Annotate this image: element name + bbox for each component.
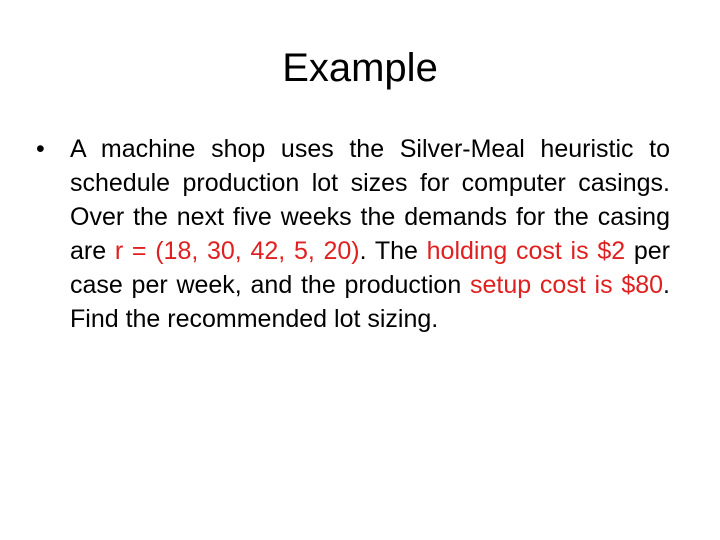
slide-body [36, 132, 670, 336]
holding-cost-highlight: holding cost is $2 [426, 237, 626, 265]
slide-title: Example [282, 46, 438, 90]
bullet-item [36, 132, 670, 336]
bullet-icon: • [36, 135, 45, 163]
setup-cost-highlight: setup cost is $80 [470, 271, 664, 299]
bullet-text-part: . The [359, 237, 427, 265]
bullet-text-part: A machine shop uses the Silver-Meal heuristic to schedule production lot sizes for computer casings. Over the next five weeks the demands for the casing are [70, 135, 670, 265]
bullet-text-part: . Find the recommended lot sizing. [70, 271, 670, 333]
bullet-text-part: per case per week, and the production [70, 237, 670, 299]
demand-vector-highlight: r = (18, 30, 42, 5, 20) [114, 237, 360, 265]
